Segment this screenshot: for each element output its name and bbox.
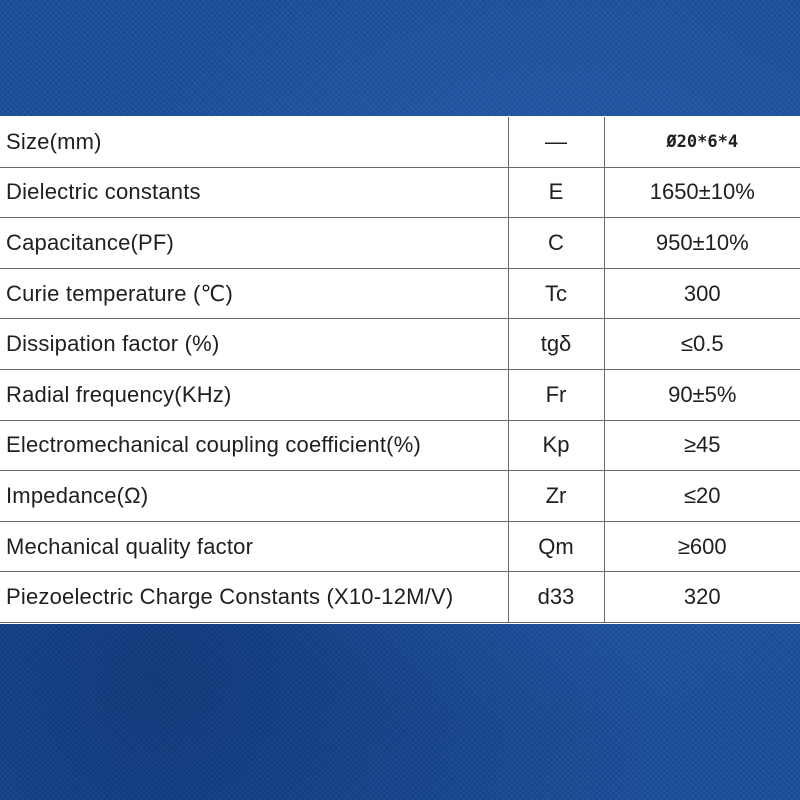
symbol-cell: — [508, 117, 604, 167]
value-cell: ≥600 [604, 521, 800, 572]
parameter-cell: Radial frequency(KHz) [0, 369, 508, 420]
symbol-cell: C [508, 218, 604, 269]
parameter-cell: Impedance(Ω) [0, 471, 508, 522]
value-cell: 950±10% [604, 218, 800, 269]
parameter-cell: Electromechanical coupling coefficient(%) [0, 420, 508, 471]
parameter-cell: Curie temperature (℃) [0, 268, 508, 319]
parameter-cell: Dissipation factor (%) [0, 319, 508, 370]
table-row [0, 319, 800, 370]
parameter-cell: Dielectric constants [0, 167, 508, 218]
value-cell: Ø20*6*4 [604, 117, 800, 167]
table-row [0, 572, 800, 623]
value-cell: 1650±10% [604, 167, 800, 218]
symbol-cell: Tc [508, 268, 604, 319]
spec-panel [0, 116, 800, 624]
value-cell: ≤0.5 [604, 319, 800, 370]
parameter-cell: Size(mm) [0, 117, 508, 167]
table-row [0, 167, 800, 218]
value-cell: ≥45 [604, 420, 800, 471]
symbol-cell: Fr [508, 369, 604, 420]
parameter-cell: Mechanical quality factor [0, 521, 508, 572]
value-cell: ≤20 [604, 471, 800, 522]
symbol-cell: Kp [508, 420, 604, 471]
symbol-cell: tgδ [508, 319, 604, 370]
table-row [0, 117, 800, 167]
value-cell: 320 [604, 572, 800, 623]
spec-table [0, 117, 800, 623]
table-row [0, 471, 800, 522]
table-row [0, 218, 800, 269]
symbol-cell: d33 [508, 572, 604, 623]
table-row [0, 369, 800, 420]
table-row [0, 268, 800, 319]
symbol-cell: Zr [508, 471, 604, 522]
value-cell: 300 [604, 268, 800, 319]
value-cell: 90±5% [604, 369, 800, 420]
parameter-cell: Capacitance(PF) [0, 218, 508, 269]
parameter-cell: Piezoelectric Charge Constants (X10-12M/V) [0, 572, 508, 623]
table-row [0, 521, 800, 572]
symbol-cell: Qm [508, 521, 604, 572]
symbol-cell: E [508, 167, 604, 218]
table-row [0, 420, 800, 471]
